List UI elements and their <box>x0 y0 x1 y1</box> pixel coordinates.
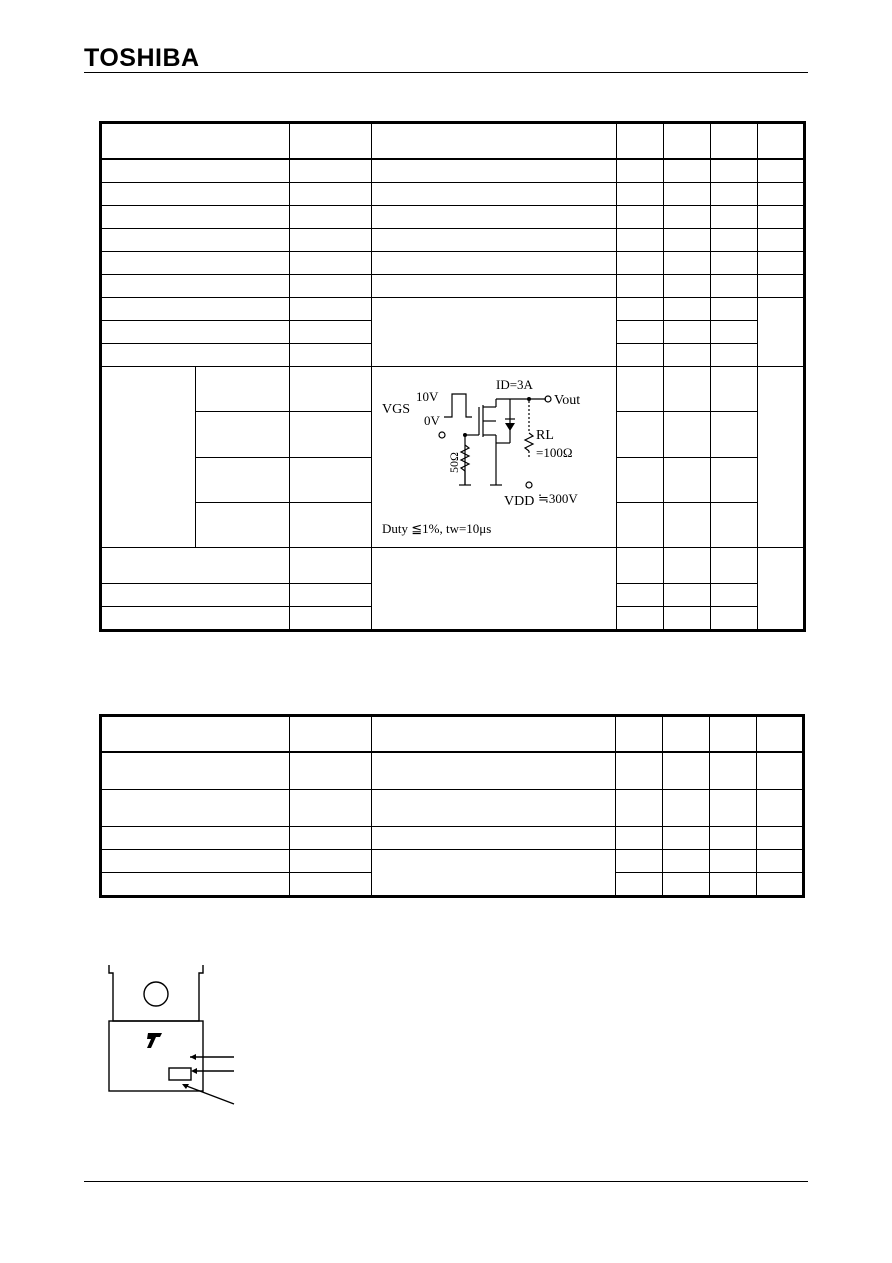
table-row <box>102 827 803 850</box>
pulse-high-label: 10V <box>416 389 439 404</box>
load-value-label: =100Ω <box>536 445 573 460</box>
table-row <box>102 790 803 827</box>
marking-arrow-icon <box>190 1054 196 1060</box>
table-row <box>102 548 804 584</box>
header-rule <box>84 72 808 73</box>
table-row <box>102 367 804 412</box>
gate-resistor-label: 50Ω <box>447 452 461 473</box>
load-resistor-label: RL <box>536 428 554 443</box>
table-row <box>102 752 803 790</box>
table-row <box>102 850 803 873</box>
pulse-low-label: 0V <box>424 413 440 428</box>
package-marking-drawing <box>108 964 248 1109</box>
toshiba-logo-icon <box>147 1033 162 1048</box>
table-row <box>102 229 804 252</box>
circuit-diagram <box>372 367 616 547</box>
vdd-value-label: ≒300V <box>538 491 578 506</box>
toshiba-logo: TOSHIBA <box>84 44 200 72</box>
electrical-characteristics-table <box>101 123 804 630</box>
table-row <box>102 183 804 206</box>
table-header-row <box>102 124 804 160</box>
table-row <box>102 252 804 275</box>
duty-note: Duty ≦1%, tw=10μs <box>382 521 492 536</box>
table-row <box>102 298 804 321</box>
table-row <box>102 275 804 298</box>
table-header-row <box>102 717 803 753</box>
footer-rule <box>84 1181 808 1182</box>
mounting-hole-icon <box>144 982 168 1006</box>
vgs-label: VGS <box>382 402 411 417</box>
marking-arrow-icon <box>191 1068 197 1074</box>
vout-label: Vout <box>554 393 581 408</box>
table-row <box>102 206 804 229</box>
vdd-label: VDD <box>504 494 535 509</box>
source-drain-ratings-table <box>101 716 803 896</box>
drain-current-label: ID=3A <box>496 377 533 392</box>
switching-test-circuit <box>372 367 617 548</box>
table-row <box>102 159 804 183</box>
